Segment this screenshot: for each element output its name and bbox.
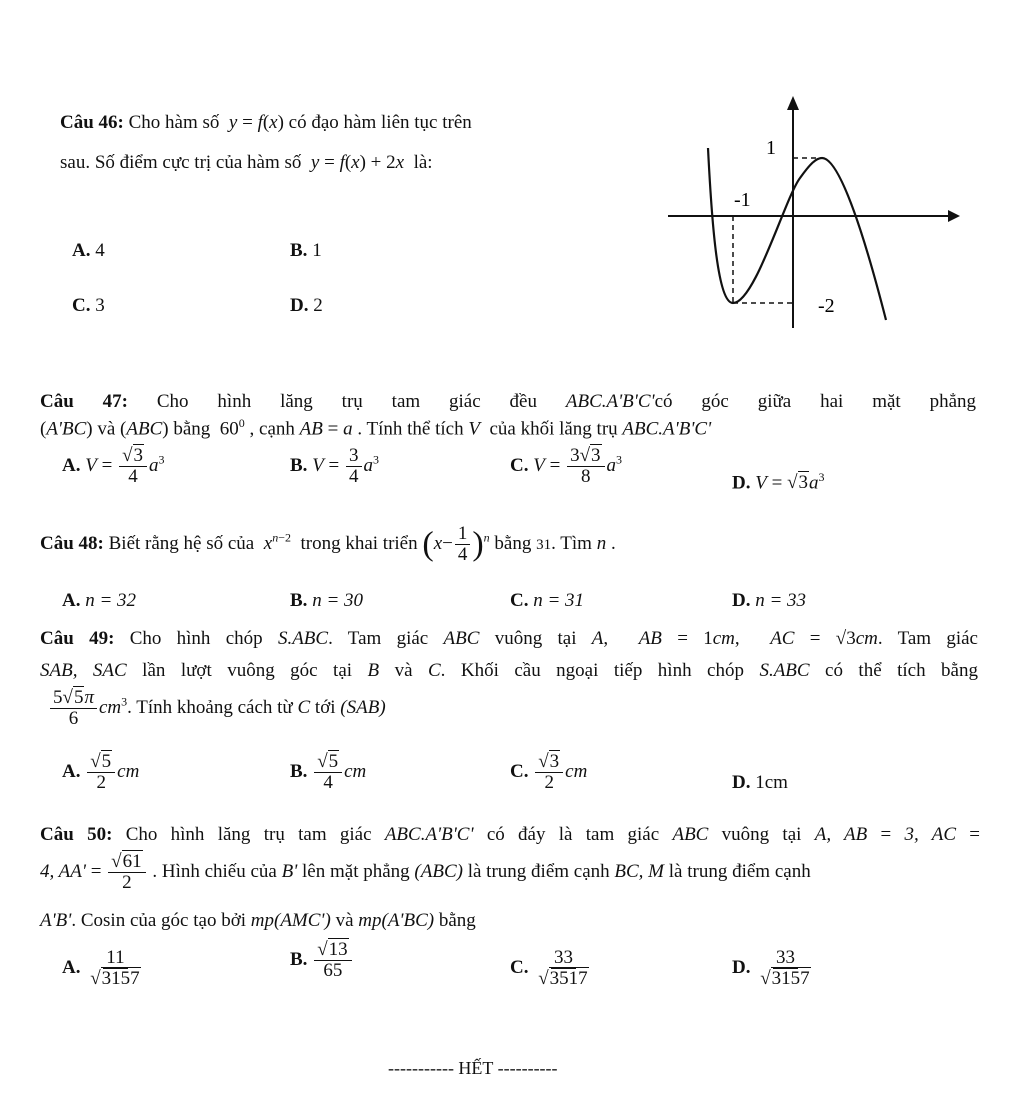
- q50-option-b[interactable]: B. $\frac{√13}{65}$: [290, 940, 354, 981]
- q46-line1: [60, 112, 472, 134]
- y-axis-arrow: [787, 96, 799, 110]
- function-curve: [708, 148, 886, 320]
- q50-line2: 4, AA' = $\frac{√61}{2}$ . Hình chiếu của B' lên mặt phẳng (ABC) là trung điểm cạnh BC, M là trung điểm cạnh: [40, 851, 811, 893]
- q49-label: Câu 49:: [40, 628, 115, 649]
- q48-option-c[interactable]: C. n = 31: [510, 590, 585, 611]
- q50-label: Câu 50:: [40, 824, 113, 845]
- q47-option-a[interactable]: A. V = $\frac{√3}{4}$ $a^3$: [62, 445, 165, 487]
- q47-line1: Câu 47: Cho hình lăng trụ tam giác đều ABC.A'B'C'có góc giữa hai mặt phẳng: [40, 391, 976, 412]
- q50-line1: Câu 50: Cho hình lăng trụ tam giác ABC.A'B'C' có đáy là tam giác ABC vuông tại A, AB = 3, AC =: [40, 824, 981, 845]
- q48-option-a[interactable]: A. n = 32: [62, 590, 137, 611]
- q49-option-a[interactable]: A. $\frac{√5}{2}$ cm: [62, 751, 140, 793]
- q47-line2: (A'BC) và (ABC) bằng $60^0$ , cạnh AB = a . Tính thể tích V của khối lăng trụ ABC.A'B'C': [40, 416, 712, 440]
- q46-line2: sau. Số điểm cực trị của hàm số y = f(x) + 2x là:: [60, 152, 433, 173]
- q48-option-b[interactable]: B. n = 30: [290, 590, 364, 611]
- q49-line2: SAB, SAC lần lượt vuông góc tại B và C. Khối cầu ngoại tiếp hình chóp S.ABC có thể tích bằng: [40, 660, 978, 681]
- q46-option-b[interactable]: B. 1: [290, 240, 322, 261]
- label-1: 1: [766, 137, 776, 159]
- q46-option-c[interactable]: C. 3: [72, 295, 105, 316]
- q48-option-d[interactable]: D. n = 33: [732, 590, 807, 611]
- q46-label: Câu 46:: [60, 112, 124, 133]
- q46-text1: Cho hàm số y = f(x) có đạo hàm liên tục trên: [128, 112, 472, 133]
- q49-line1: Câu 49: Cho hình chóp S.ABC. Tam giác ABC vuông tại A, AB = 1cm, AC = √3cm. Tam giác: [40, 628, 978, 649]
- q47-option-c[interactable]: C. V = $\frac{3√3}{8}$ $a^3$: [510, 445, 622, 487]
- footer-end: ----------- HẾT ----------: [388, 1058, 558, 1078]
- q46-graph: [660, 88, 970, 333]
- q48-text: Câu 48: Biết rằng hệ số của $x^{n-2}$ trong khai triển (x− $\frac{1}{4}$ )$^n$ bằng 31. Tìm n .: [40, 523, 616, 565]
- q47-label: Câu 47:: [40, 391, 128, 412]
- q50-line3: A'B'. Cosin của góc tạo bởi mp(AMC') và mp(A'BC) bằng: [40, 910, 476, 931]
- q50-option-a[interactable]: A. $\frac{11}{√3157}$: [62, 947, 140, 989]
- q47-option-b[interactable]: B. V = $\frac{3}{4}$ $a^3$: [290, 445, 380, 487]
- q46-option-d[interactable]: D. 2: [290, 295, 323, 316]
- q48-label: Câu 48:: [40, 532, 104, 554]
- q49-option-d[interactable]: D. 1cm: [732, 772, 788, 793]
- q46-option-a[interactable]: A. 4: [72, 240, 105, 261]
- q50-option-d[interactable]: D. $\frac{33}{√3157}$: [732, 947, 810, 989]
- x-axis-arrow: [948, 210, 960, 222]
- q50-option-c[interactable]: C. $\frac{33}{√3517}$: [510, 947, 588, 989]
- label-minus-1: -1: [734, 189, 751, 211]
- label-minus-2: -2: [818, 295, 835, 317]
- q47-option-d[interactable]: D. $V = √3a^3$: [732, 470, 825, 494]
- q49-option-b[interactable]: B. $\frac{√5}{4}$ cm: [290, 751, 367, 793]
- q49-line3: $\frac{5√5\pi}{6}$ $cm^3$. Tính khoảng cách từ C tới (SAB): [48, 688, 386, 729]
- q49-option-c[interactable]: C. $\frac{√3}{2}$ cm: [510, 751, 588, 793]
